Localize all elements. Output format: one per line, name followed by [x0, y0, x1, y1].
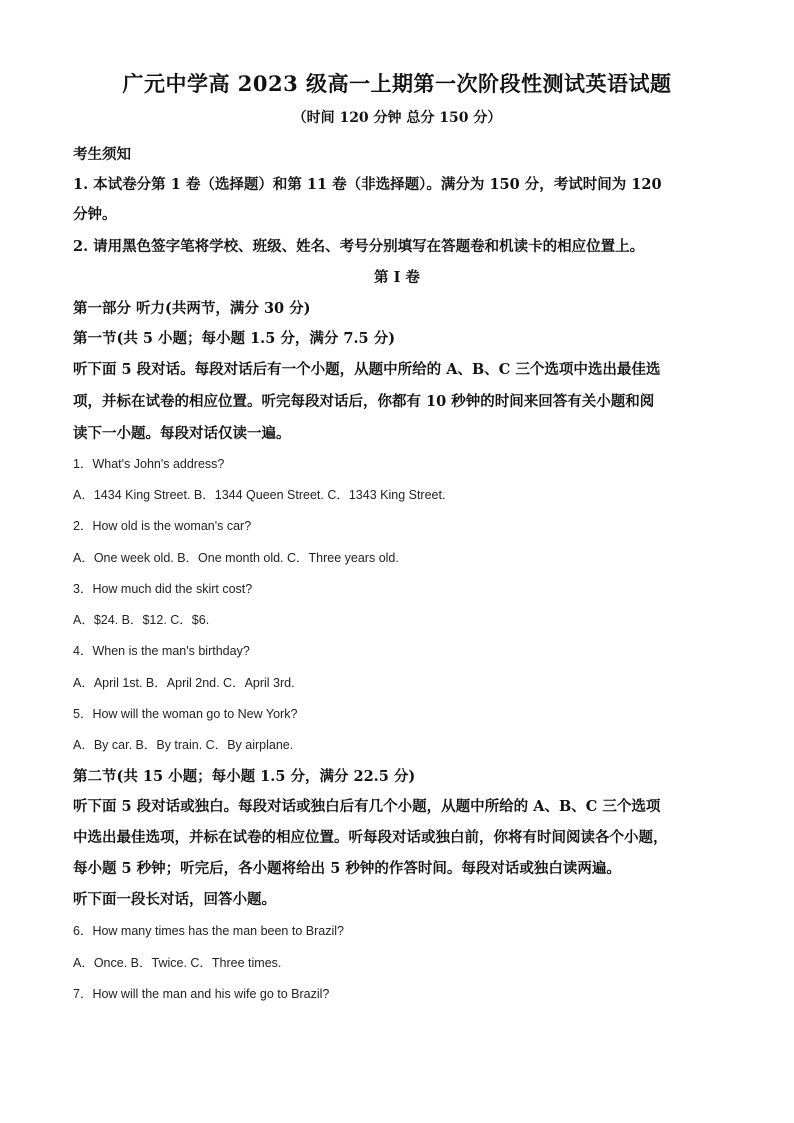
notice-item-2: 2. 请用黑色签字笔将学校、班级、姓名、考号分别填写在答题卷和机读卡的相应位置上。 — [73, 238, 645, 255]
question-1-options: A．1434 King Street. B．1344 Queen Street. C．1343 King Street. — [73, 488, 446, 502]
question-1: 1．What's John's address? — [73, 457, 225, 471]
question-5-options: A．By car. B．By train. C．By airplane. — [73, 738, 294, 752]
part1-heading: 第一部分 听力(共两节，满分 30 分) — [73, 300, 311, 317]
section2-instruction-line: 中选出最佳选项，并标在试卷的相应位置。听每段对话或独白前，你将有时间阅读各个小题， — [73, 829, 668, 846]
question-4: 4．When is the man's birthday? — [73, 644, 250, 658]
notice-item-1-cont: 分钟。 — [73, 206, 117, 223]
exam-title: 广元中学高 2023 级高一上期第一次阶段性测试英语试题 — [122, 71, 672, 96]
section2-instruction-line: 每小题 5 秒钟；听完后，各小题将给出 5 秒钟的作答时间。每段对话或独白读两遍。 — [73, 860, 621, 877]
question-6: 6．How many times has the man been to Brazil? — [73, 924, 344, 938]
section1-instruction-line: 读下一小题。每段对话仅读一遍。 — [73, 425, 291, 442]
question-5: 5．How will the woman go to New York? — [73, 707, 298, 721]
volume-label: 第 I 卷 — [374, 269, 420, 286]
long-dialogue-intro: 听下面一段长对话，回答小题。 — [73, 891, 276, 908]
question-4-options: A．April 1st. B．April 2nd. C．April 3rd. — [73, 676, 295, 690]
question-2-options: A．One week old. B．One month old. C．Three years old. — [73, 551, 399, 565]
question-3-options: A．$24. B．$12. C．$6. — [73, 613, 210, 627]
exam-subtitle: （时间 120 分钟 总分 150 分） — [292, 110, 502, 126]
section2-heading: 第二节(共 15 小题；每小题 1.5 分，满分 22.5 分) — [73, 768, 416, 785]
question-7: 7．How will the man and his wife go to Brazil? — [73, 987, 330, 1001]
section1-instruction-line: 项，并标在试卷的相应位置。听完每段对话后，你都有 10 秒钟的时间来回答有关小题和阅 — [73, 393, 655, 410]
section2-instruction-line: 听下面 5 段对话或独白。每段对话或独白后有几个小题，从题中所给的 A、B、C 三个选项 — [73, 798, 661, 815]
notice-item-1: 1. 本试卷分第 1 卷（选择题）和第 11 卷（非选择题）。满分为 150 分，考试时间为 120 — [73, 176, 662, 193]
section1-instruction-line: 听下面 5 段对话。每段对话后有一个小题，从题中所给的 A、B、C 三个选项中选出最佳选 — [73, 361, 661, 378]
question-6-options: A．Once. B．Twice. C．Three times. — [73, 956, 282, 970]
question-2: 2．How old is the woman's car? — [73, 519, 252, 533]
section1-heading: 第一节(共 5 小题；每小题 1.5 分，满分 7.5 分) — [73, 330, 396, 347]
notice-heading: 考生须知 — [73, 146, 131, 163]
question-3: 3．How much did the skirt cost? — [73, 582, 253, 596]
